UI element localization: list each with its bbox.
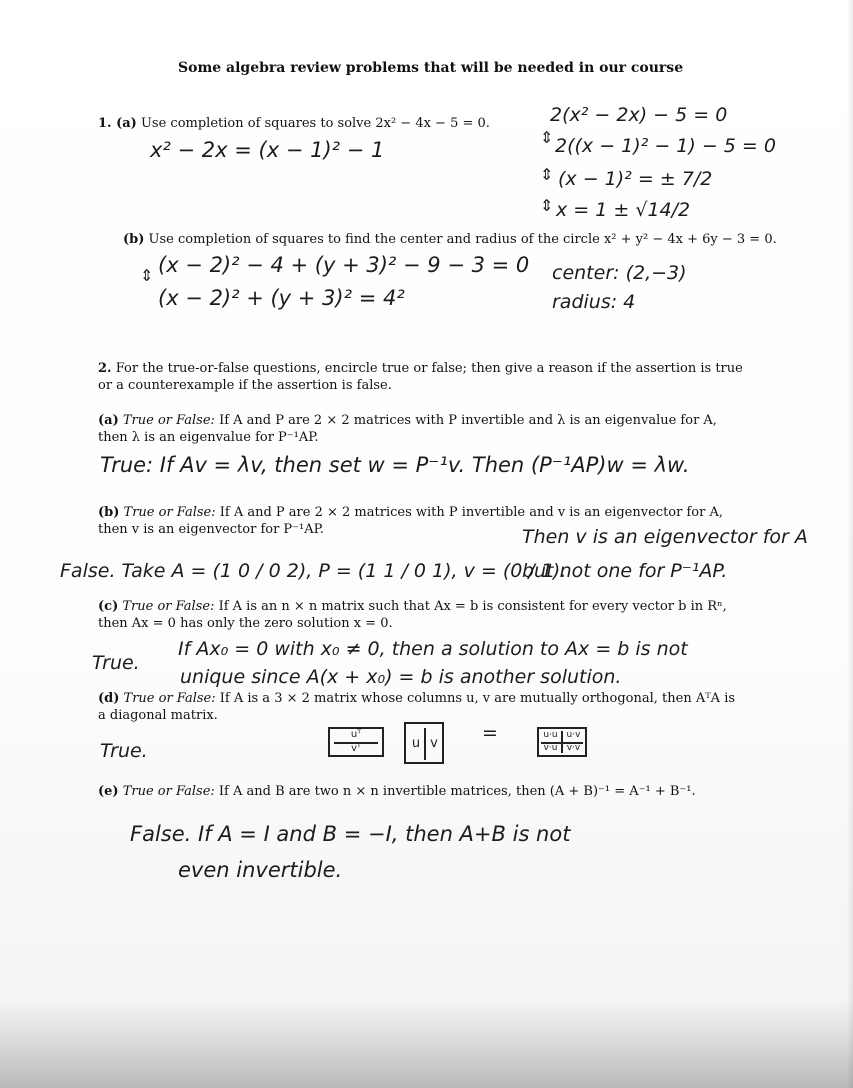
matrix-a-transpose xyxy=(328,727,384,757)
problem-2c-label: (c) xyxy=(98,599,119,614)
problem-2b-answer-2: False. Take A = (1 0 / 0 2), P = (1 1 / 0 1), v = (0 / 1). xyxy=(60,560,567,582)
problem-2e-text: If A and B are two n × n invertible matrices, then (A + B)⁻¹ = A⁻¹ + B⁻¹. xyxy=(218,784,696,799)
problem-2a-prompt: True or False: xyxy=(122,413,215,428)
matrix-result-uv: u·v xyxy=(566,730,581,740)
double-arrow-icon: ⇕ xyxy=(540,196,554,215)
problem-2d-text: If A is a 3 × 2 matrix whose columns u, v are mutually orthogonal, then AᵀA is a diagonal matrix. xyxy=(98,691,736,723)
problem-2c xyxy=(98,598,743,632)
problem-2c-answer-true: True. xyxy=(92,652,140,674)
problem-2c-text: If A is an n × n matrix such that Ax = b is consistent for every vector b in Rⁿ, then Ax = 0 has only the zero solution x = 0. xyxy=(98,599,727,631)
problem-1a-work-left: x² − 2x = (x − 1)² − 1 xyxy=(150,138,385,162)
problem-2d xyxy=(98,690,743,724)
problem-2d-answer: True. xyxy=(100,740,148,762)
problem-2c-answer-1: If Ax₀ = 0 with x₀ ≠ 0, then a solution to Ax = b is not xyxy=(178,638,688,660)
matrix-result-vv: v·v xyxy=(566,743,581,753)
problem-2b-answer-3: but not one for P⁻¹AP. xyxy=(522,560,728,582)
problem-2e-prompt: True or False: xyxy=(122,784,215,799)
problem-1b xyxy=(123,231,843,248)
problem-2e-answer-1: False. If A = I and B = −I, then A+B is not xyxy=(130,822,571,846)
problem-2e-label: (e) xyxy=(98,784,119,799)
problem-1a-work-right-4: x = 1 ± √14/2 xyxy=(556,199,691,221)
problem-1b-work-2: (x − 2)² + (y + 3)² = 4² xyxy=(158,286,405,310)
problem-2-label: 2. xyxy=(98,361,112,376)
problem-1b-center: center: (2,−3) xyxy=(552,262,687,284)
problem-1a-text: Use completion of squares to solve 2x² − 4x − 5 = 0. xyxy=(140,116,490,131)
problem-2-intro xyxy=(98,360,743,394)
problem-2a-answer: True: If Av = λv, then set w = P⁻¹v. Then (P⁻¹AP)w = λw. xyxy=(100,453,690,477)
problem-2d-prompt: True or False: xyxy=(123,691,216,706)
problem-1b-label: (b) xyxy=(123,232,145,247)
problem-1a-label: 1. (a) xyxy=(98,116,137,131)
problem-2b-text: If A and P are 2 × 2 matrices with P invertible and v is an eigenvector for A, then v is an eigenvector for P⁻¹AP. xyxy=(98,505,723,537)
problem-2b-prompt: True or False: xyxy=(123,505,216,520)
matrix-col-u: u xyxy=(411,736,421,751)
problem-2d-label: (d) xyxy=(98,691,120,706)
problem-2a-text: If A and P are 2 × 2 matrices with P invertible and λ is an eigenvalue for A, then λ is an eigenvalue for P⁻¹AP. xyxy=(98,413,717,445)
problem-2b-label: (b) xyxy=(98,505,120,520)
problem-2a xyxy=(98,412,743,446)
problem-2a-label: (a) xyxy=(98,413,119,428)
double-arrow-icon: ⇕ xyxy=(540,128,554,147)
problem-2e xyxy=(98,783,778,800)
matrix-row-u-transpose: uᵀ xyxy=(350,729,362,740)
problem-1b-text: Use completion of squares to find the center and radius of the circle x² + y² − 4x + 6y − 3 = 0. xyxy=(148,232,777,247)
double-arrow-icon: ⇕ xyxy=(140,266,154,285)
double-arrow-icon: ⇕ xyxy=(540,165,554,184)
page-title: Some algebra review problems that will be needed in our course xyxy=(178,60,684,76)
page-bottom-shadow xyxy=(0,1000,853,1088)
problem-2c-answer-2: unique since A(x + x₀) = b is another solution. xyxy=(180,666,622,688)
problem-1a-work-right-3: (x − 1)² = ± 7/2 xyxy=(558,168,713,190)
matrix-result-uu: u·u xyxy=(543,730,558,740)
matrix-row-v-transpose: vᵀ xyxy=(351,743,361,754)
problem-1a xyxy=(98,115,518,132)
problem-1a-work-right-2: 2((x − 1)² − 1) − 5 = 0 xyxy=(555,135,776,157)
problem-1b-work-1: (x − 2)² − 4 + (y + 3)² − 9 − 3 = 0 xyxy=(158,253,530,277)
matrix-col-v: v xyxy=(430,736,438,751)
problem-2c-prompt: True or False: xyxy=(122,599,215,614)
problem-2e-answer-2: even invertible. xyxy=(178,858,343,882)
matrix-result-vu: v·u xyxy=(543,743,558,753)
matrix-result xyxy=(537,727,587,757)
problem-2-intro-text: For the true-or-false questions, encircle true or false; then give a reason if the assertion is true or a counterexample if the assertion is false. xyxy=(98,361,743,393)
matrix-a xyxy=(404,722,444,764)
problem-2b-answer-1: Then v is an eigenvector for A xyxy=(522,526,808,548)
problem-1a-work-right-1: 2(x² − 2x) − 5 = 0 xyxy=(550,104,728,126)
page-right-edge xyxy=(847,0,853,1088)
problem-1b-radius: radius: 4 xyxy=(552,291,636,313)
matrix-equals: = xyxy=(482,722,498,744)
